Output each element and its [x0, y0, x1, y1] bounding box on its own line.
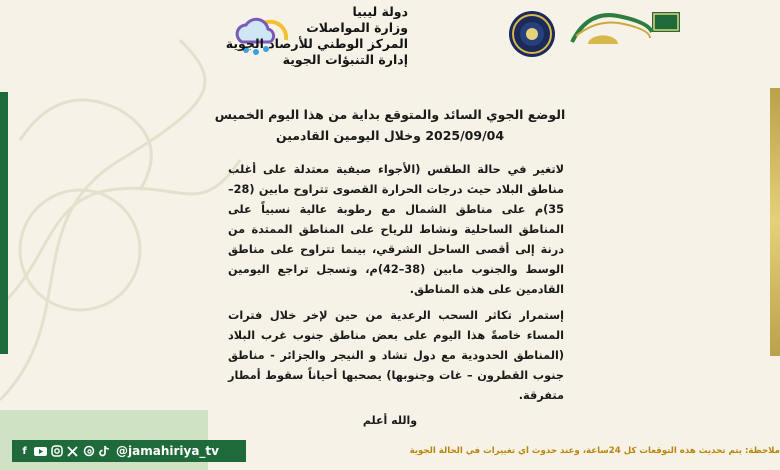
update-note: ملاحظة: يتم تحديث هذه التوقعات كل 24ساعة، وعند حدوث أي تغييرات في الحالة الجوية — [409, 446, 780, 456]
forecast-body — [228, 160, 564, 406]
bulletin-title — [140, 104, 640, 146]
forecast-paragraph: إستمرار تكاثر السحب الرعدية من حين لإخر خلال فترات المساء خاصةً هذا اليوم على بعض مناطق جنوب غرب البلاد (المناطق الحدودية مع دول تشاد و النيجر والجزائر - مناطق جنوب القطرون – غات وجنوبها) يصحبها أحياناً سقوط أمطار متفرقة. — [228, 309, 564, 402]
youtube-icon[interactable] — [34, 445, 47, 458]
instagram-icon[interactable] — [50, 445, 63, 458]
social-handle[interactable]: @jamahiriya_tv — [116, 444, 219, 458]
organization-name — [208, 4, 408, 68]
x-icon[interactable] — [66, 445, 79, 458]
ministry-logo — [568, 6, 682, 48]
header — [0, 0, 780, 92]
left-green-bar — [0, 92, 8, 354]
closing-phrase: والله أعلم — [362, 414, 418, 427]
org-line: المركز الوطني للأرصاد الجوية — [225, 36, 408, 51]
org-line: إدارة التنبؤات الجوية — [282, 52, 408, 67]
met-office-emblem — [508, 10, 556, 58]
facebook-icon[interactable]: f — [22, 445, 27, 457]
title-line: 2025/09/04 وخلال اليومين القادمين — [275, 128, 505, 143]
tiktok-icon[interactable] — [98, 445, 111, 458]
org-line: وزارة المواصلات — [306, 20, 408, 35]
title-line: الوضع الجوي السائد والمتوقع بداية من هذا اليوم الخميس — [214, 107, 566, 122]
threads-icon[interactable] — [82, 445, 95, 458]
forecast-paragraph: لاتغير في حالة الطقس (الأجواء صيفية معتدلة على أغلب مناطق البلاد حيث درجات الحرارة القصوى تتراوح مابين (28–35)م على مناطق الشمال مع رطوبة عالية نسبياً على المناطق الساحلية ونشاط للرياح على المناطق الممتدة من درنة إلى أقصى الساحل الشرقي، بينما تتراوح على مناطق الوسط والجنوب مابين (38–42)م، وتسجل تراجع اليومين القادمين على هذه المناطق. — [228, 163, 564, 296]
org-line: دولة ليبيا — [352, 4, 408, 19]
right-gold-bar — [770, 88, 780, 356]
social-bar — [12, 440, 246, 462]
